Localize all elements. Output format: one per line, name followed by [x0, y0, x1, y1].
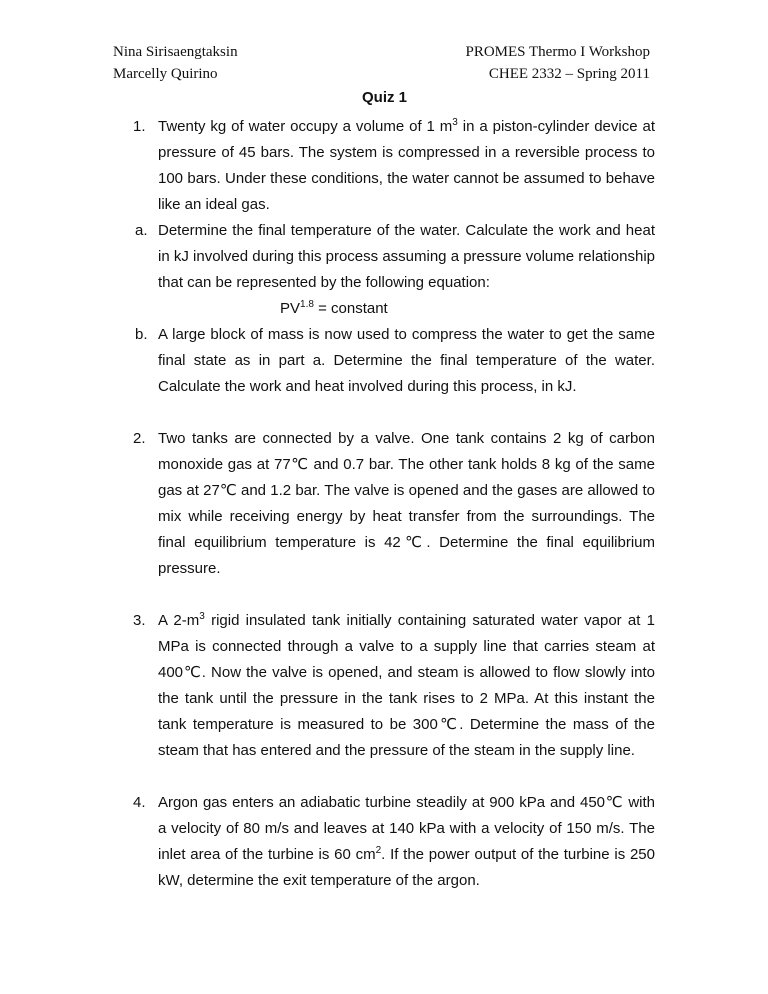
- q3-marker: 3.: [133, 612, 146, 629]
- q3-text-part1: A 2-m: [158, 612, 200, 629]
- q3-text: [158, 608, 655, 764]
- q2-text: Two tanks are connected by a valve. One tank contains 2 kg of carbon monoxide gas at 77℃ and 0.7 bar. The other tank holds 8 kg of the same gas at 27℃ and 1.2 bar. The valve is opened and the gases are allowed to mix while receiving energy by heat transfer from the surroundings. The final equilibrium temperature is 42℃. Determine the final equilibrium pressure.: [158, 430, 655, 577]
- q1b-marker: b.: [135, 326, 148, 343]
- author-name-2: Marcelly Quirino: [113, 66, 218, 82]
- q1-text-part1: Twenty kg of water occupy a volume of 1 m: [158, 118, 453, 135]
- q3-text-part2: rigid insulated tank initially containing saturated water vapor at 1 MPa is connected through a valve to a supply line that carries steam at 400℃. Now the valve is opened, and steam is allowed to flow slowly into the tank until the pressure in the tank rises to 2 MPa. At this instant the tank temperature is measured to be 300℃. Determine the mass of the steam that has entered and the pressure of the steam in the supply line.: [158, 612, 655, 759]
- q4-superscript: 2: [375, 845, 382, 856]
- q1-marker: 1.: [133, 118, 146, 135]
- q1b-text: A large block of mass is now used to compress the water to get the same final state as in part a. Determine the final temperature of the water. Calculate the work and heat involved during this process, in kJ.: [158, 326, 655, 395]
- q1-text-part2: in a piston-cylinder device at pressure of 45 bars. The system is compressed in a reversible process to 100 bars. Under these conditions, the water cannot be assumed to behave like an ideal gas.: [158, 118, 655, 213]
- equation-exponent: 1.8: [300, 299, 314, 310]
- q2-marker: 2.: [133, 430, 146, 447]
- q4-text-part2: . If the power output of the turbine is 250 kW, determine the exit temperature of the argon.: [158, 846, 655, 889]
- equation: [280, 296, 388, 322]
- q4-marker: 4.: [133, 794, 146, 811]
- q4-text: [158, 790, 655, 894]
- workshop-title: PROMES Thermo I Workshop: [465, 44, 650, 60]
- q1a-text: Determine the final temperature of the water. Calculate the work and heat in kJ involved during this process assuming a pressure volume relationship that can be represented by the following equation:: [158, 222, 655, 291]
- q1-text: [158, 114, 655, 218]
- q3-superscript: 3: [199, 611, 205, 622]
- page-title: Quiz 1: [362, 89, 408, 106]
- author-name-1: Nina Sirisaengtaksin: [113, 44, 238, 60]
- equation-base: PV: [280, 300, 301, 317]
- q4-text-part1: Argon gas enters an adiabatic turbine steadily at 900 kPa and 450℃ with a velocity of 80 m/s and leaves at 140 kPa with a velocity of 150 m/s. The inlet area of the turbine is 60 cm: [158, 794, 655, 863]
- course-info: CHEE 2332 – Spring 2011: [488, 66, 650, 82]
- q1a-marker: a.: [135, 222, 148, 239]
- equation-rest: = constant: [313, 300, 388, 317]
- q1-superscript: 3: [452, 117, 458, 128]
